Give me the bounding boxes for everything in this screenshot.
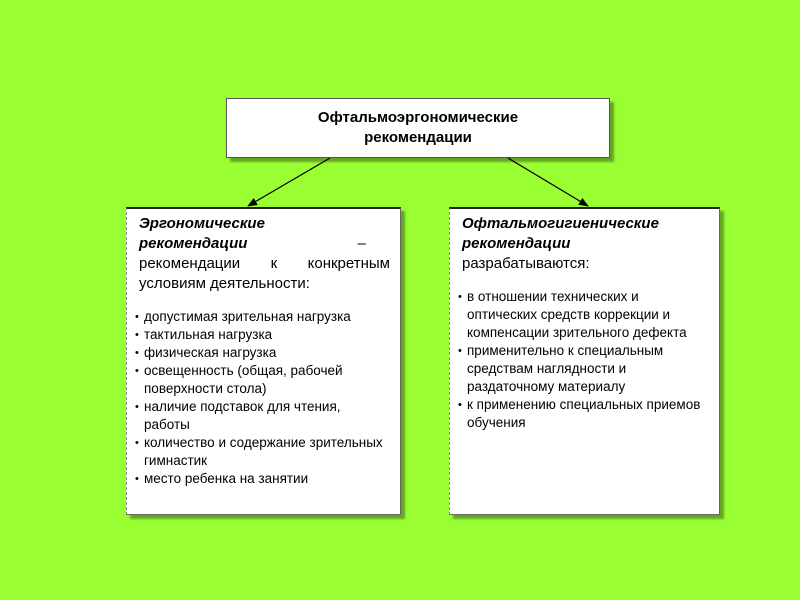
ergonomic-heading-title: Эргономические [139,215,265,232]
list-item: • количество и содержание зрительных гимнастик [135,434,390,470]
main-title-box [226,98,610,158]
list-item: • физическая нагрузка [135,344,390,362]
hygienic-list [458,288,711,432]
list-item: • применительно к специальным средствам наглядности и раздаточному материалу [458,342,711,396]
ergonomic-heading-line4: условиям деятельности: [139,275,310,292]
list-item: • тактильная нагрузка [135,326,390,344]
main-title-line2: рекомендации [364,129,472,146]
list-item: • в отношении технических и оптических средств коррекции и компенсации зрительного дефекта [458,288,711,342]
main-title-line1: Офтальмоэргономические [317,109,519,126]
list-item: • наличие подставок для чтения, работы [135,398,390,434]
list-item: • место ребенка на занятии [135,470,390,488]
ergonomic-recommendations-box [126,207,401,515]
arrow-to-left-box [248,158,330,206]
list-item: • к применению специальных приемов обучения [458,396,711,432]
list-item: • допустимая зрительная нагрузка [135,308,390,326]
hygienic-heading-title: Офтальмогигиенические [462,215,659,232]
arrow-to-right-box [508,158,588,206]
ophthalmo-hygienic-box [449,207,720,515]
list-item: • освещенность (общая, рабочей поверхности стола) [135,362,390,398]
hygienic-heading-subtitle: рекомендации [462,235,571,252]
ergonomic-list [135,308,390,488]
ergonomic-heading [139,214,390,294]
ergonomic-heading-subtitle: рекомендации [139,235,248,252]
hygienic-heading [462,214,711,274]
ergonomic-heading-dash: – [357,235,366,252]
ergonomic-heading-line3: рекомендации к конкретным [139,255,390,272]
hygienic-heading-line3: разрабатываются: [462,255,590,272]
